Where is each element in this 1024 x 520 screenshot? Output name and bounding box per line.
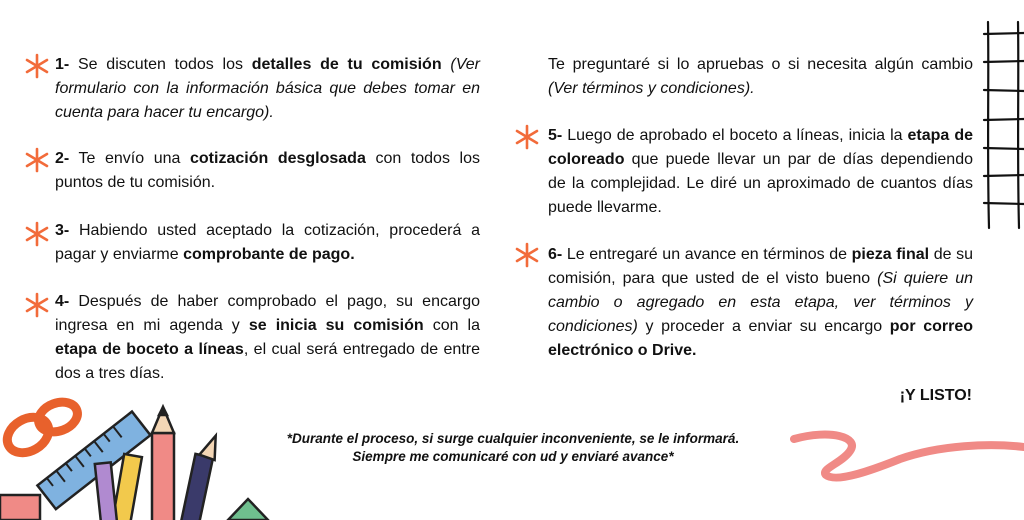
italic-note: (Ver términos y condiciones). — [548, 80, 755, 97]
final-text: ¡Y LISTO! — [899, 387, 972, 404]
pink-squiggle — [790, 425, 1024, 485]
step-number: 5- — [548, 127, 563, 144]
grid-doodle — [982, 20, 1024, 232]
step-3: 3- Habiendo usted aceptado la cotización, procederá a pagar y enviarme comprobante de pago. — [55, 222, 480, 263]
emphasis-text: etapa de coloreado — [548, 127, 973, 168]
step-number: 2- — [55, 150, 70, 167]
emphasis-text: por correo electrónico o Drive. — [548, 318, 973, 359]
asterisk-icon — [24, 147, 50, 173]
emphasis-text: comprobante de pago. — [183, 246, 355, 263]
footnote — [200, 430, 826, 466]
asterisk-icon — [24, 221, 50, 247]
step-6: 6- Le entregaré un avance en términos de pieza final de su comisión, para que usted de el visto bueno (Si quiere un cambio o agregado en esta etapa, ver términos y condiciones) y proceder a enviar su encargo por correo electrónico o Drive. — [548, 246, 974, 359]
emphasis-text: pieza final — [851, 246, 930, 263]
step-4-continued: Te preguntaré si lo apruebas o si necesita algún cambio (Ver términos y condiciones). — [548, 56, 973, 97]
step-number: 1- — [55, 56, 70, 73]
asterisk-icon — [514, 124, 540, 150]
emphasis-text: cotización desglosada — [190, 150, 366, 167]
footnote-line-1: *Durante el proceso, si surge cualquier inconveniente, se le informará. — [286, 431, 740, 446]
step-1: 1- Se discuten todos los detalles de tu comisión (Ver formulario con la información básica que debes tomar en cuenta para hacer tu encargo). — [55, 56, 481, 121]
step-number: 6- — [548, 246, 563, 263]
step-2: 2- Te envío una cotización desglosada con todos los puntos de tu comisión. — [55, 150, 480, 191]
step-number: 3- — [55, 222, 70, 239]
italic-note: (Si quiere un cambio o agregado en esta etapa, ver términos y condiciones) — [548, 270, 974, 335]
step-number: 4- — [55, 293, 70, 310]
step-5: 5- Luego de aprobado el boceto a líneas, inicia la etapa de coloreado que puede llevar un par de días dependiendo de la complejidad. Le diré un aproximado de cuantos días puede llevarme. — [548, 127, 973, 216]
asterisk-icon — [24, 292, 50, 318]
emphasis-text: etapa de boceto a líneas — [55, 341, 244, 358]
stationery-illustration — [0, 395, 272, 520]
italic-note: (Ver formulario con la información básica que debes tomar en cuenta para hacer tu encargo). — [55, 56, 481, 121]
asterisk-icon — [514, 242, 540, 268]
emphasis-text: se inicia su comisión — [248, 317, 424, 334]
footnote-line-2: Siempre me comunicaré con ud y enviaré avance* — [352, 449, 674, 464]
asterisk-icon — [24, 53, 50, 79]
emphasis-text: detalles de tu comisión — [251, 56, 442, 73]
step-4: 4- Después de haber comprobado el pago, su encargo ingresa en mi agenda y se inicia su comisión con la etapa de boceto a líneas, el cual será entregado de entre dos a tres días. — [55, 293, 481, 382]
